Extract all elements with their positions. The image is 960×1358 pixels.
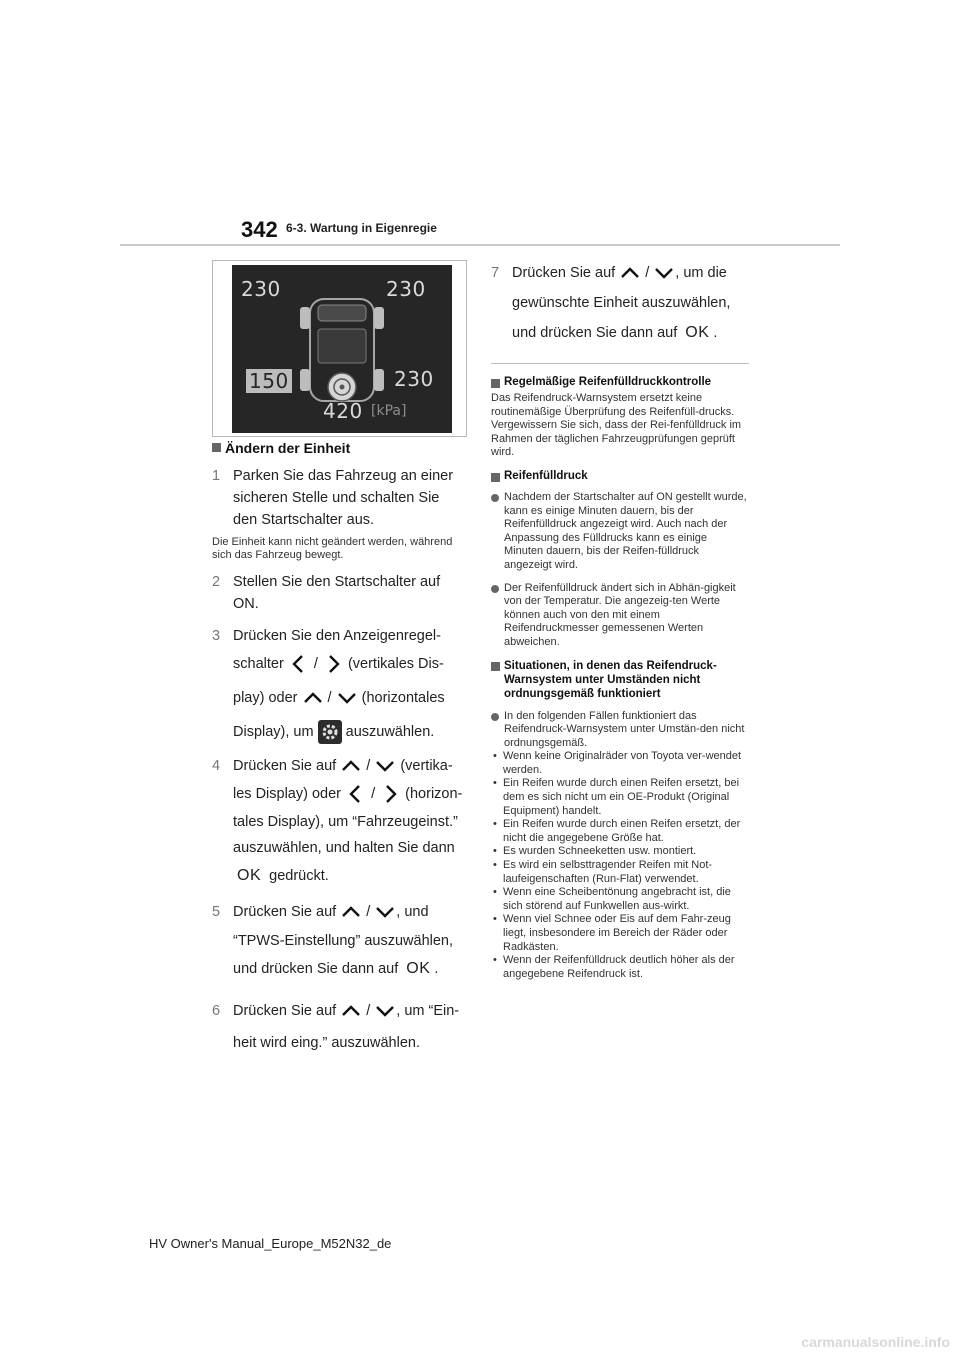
tire-pressure-screen	[232, 265, 452, 433]
chevron-down-icon	[374, 759, 396, 773]
step-4: 4 Drücken Sie auf / (vertika- les Display) oder / (horizon- tales Display), um “Fahrzeugeinst.” auszuwählen, und halten Sie dann OK gedrückt.	[212, 755, 470, 893]
gear-icon	[318, 720, 342, 744]
bullet-display-delay: Nachdem der Startschalter auf ON gestellt wurde, kann es einige Minuten dauern, bis der Reifenfülldruck angezeigt wird. Auch nach der Anpassung des Fülldrucks kann es einige Minuten dauern, bis der Reifen-fülldruck angezeigt wird.	[491, 491, 749, 573]
chevron-up-icon	[340, 759, 362, 773]
chevron-up-icon	[619, 266, 641, 280]
list-item: • Wenn eine Scheibentönung angebracht ist, die sich störend auf Funkwellen aus-wirkt.	[493, 886, 731, 912]
right-column	[491, 262, 749, 981]
round-bullet-icon	[491, 713, 499, 721]
front-right-pressure: 230	[386, 277, 426, 301]
page-number: 342	[241, 217, 278, 242]
list-item: • Wenn der Reifenfülldruck deutlich höher als der angegebene Reifendruck ist.	[493, 954, 735, 980]
heading-malfunction-situations: Situationen, in denen das Reifendruck-Warnsystem unter Umständen nicht ordnungsgemäß funktioniert	[491, 659, 749, 701]
step-2: 2 Stellen Sie den Startschalter auf ON.	[212, 574, 441, 612]
square-bullet-icon	[491, 662, 500, 671]
chevron-left-icon	[288, 653, 310, 675]
list-item: • Ein Reifen wurde durch einen Reifen ersetzt, der nicht die angegebene Größe hat.	[493, 818, 741, 844]
list-item: • Wenn keine Originalräder von Toyota ver-wendet werden.	[493, 750, 742, 776]
list-item: • Es wird ein selbsttragender Reifen mit Not-laufeigenschaften (Run-Flat) verwendet.	[493, 859, 713, 885]
step-7: 7 Drücken Sie auf / , um die gewünschte Einheit auszuwählen, und drücken Sie dann auf OK .	[491, 262, 749, 350]
car-top-view-icon	[292, 291, 392, 409]
note-unit-change: Die Einheit kann nicht geändert werden, während sich das Fahrzeug bewegt.	[212, 536, 453, 561]
heading-tire-pressure: Reifenfülldruck	[491, 470, 749, 482]
square-bullet-icon	[212, 443, 221, 452]
pressure-unit: [kPa]	[371, 403, 407, 419]
step-6: 6 Drücken Sie auf / , um “Ein- heit wird eing.” auszuwählen.	[212, 1003, 460, 1051]
chevron-right-icon	[322, 653, 344, 675]
round-bullet-icon	[491, 494, 499, 502]
footer-manual-id: HV Owner's Manual_Europe_M52N32_de	[149, 1236, 392, 1251]
chevron-down-icon	[653, 266, 675, 280]
ok-button-icon: OK	[685, 324, 710, 341]
header-rule	[120, 244, 840, 246]
ok-button-icon: OK	[406, 960, 431, 977]
spare-pressure: 420	[323, 399, 363, 423]
rear-left-pressure-warning: 150	[246, 369, 292, 393]
square-bullet-icon	[491, 379, 500, 388]
watermark: carmanualsonline.info	[801, 1334, 950, 1350]
list-item: • Es wurden Schneeketten usw. montiert.	[493, 845, 697, 858]
situations-list	[491, 750, 749, 981]
rear-right-pressure: 230	[394, 367, 434, 391]
bullet-following-cases: In den folgenden Fällen funktioniert das Reifendruck-Warnsystem unter Umstän-den nicht ordnungsgemäß.	[491, 710, 749, 751]
left-column	[212, 440, 470, 1054]
step-1: 1 Parken Sie das Fahrzeug an einer sicheren Stelle und schalten Sie den Startschalter aus.	[212, 468, 454, 528]
chevron-left-icon	[345, 783, 367, 805]
chevron-down-icon	[374, 1004, 396, 1018]
heading-regular-check: Regelmäßige Reifenfülldruckkontrolle	[491, 376, 749, 388]
square-bullet-icon	[491, 473, 500, 482]
bullet-temperature: Der Reifenfülldruck ändert sich in Abhän-gigkeit von der Temperatur. Die angezeig-ten Werte können auch von den mit einem Reifendruckmesser gemessenen Werten abweichen.	[491, 582, 749, 650]
chevron-up-icon	[340, 1004, 362, 1018]
chevron-down-icon	[336, 691, 358, 705]
section-divider	[491, 363, 749, 364]
round-bullet-icon	[491, 585, 499, 593]
chevron-down-icon	[374, 905, 396, 919]
chevron-up-icon	[302, 691, 324, 705]
chevron-up-icon	[340, 905, 362, 919]
chevron-right-icon	[379, 783, 401, 805]
section-title: 6-3. Wartung in Eigenregie	[286, 221, 437, 235]
ok-button-icon: OK	[237, 867, 262, 884]
list-item: • Wenn viel Schnee oder Eis auf dem Fahr-zeug liegt, insbesondere im Bereich der Räder oder Radkästen.	[493, 913, 731, 953]
paragraph-regular-check: Das Reifendruck-Warnsystem ersetzt keine routinemäßige Überprüfung des Reifenfüll-drucks. Vergewissern Sie sich, dass der Rei-fenfülldruck im Rahmen der täglichen Fahrzeugprüfungen geprüft wird.	[491, 392, 742, 459]
step-3: 3 Drücken Sie den Anzeigenregel- schalter / (vertikales Dis- play) oder / (horizontales Display), um auszuwählen.	[212, 625, 470, 749]
tire-pressure-illustration	[212, 260, 467, 437]
heading-change-unit: Ändern der Einheit	[212, 440, 470, 456]
step-5: 5 Drücken Sie auf / , und “TPWS-Einstellung” auszuwählen, und drücken Sie dann auf OK .	[212, 901, 470, 986]
front-left-pressure: 230	[241, 277, 281, 301]
list-item: • Ein Reifen wurde durch einen Reifen ersetzt, bei dem es sich nicht um ein OE-Produkt (Original Equipment) handelt.	[493, 777, 740, 817]
